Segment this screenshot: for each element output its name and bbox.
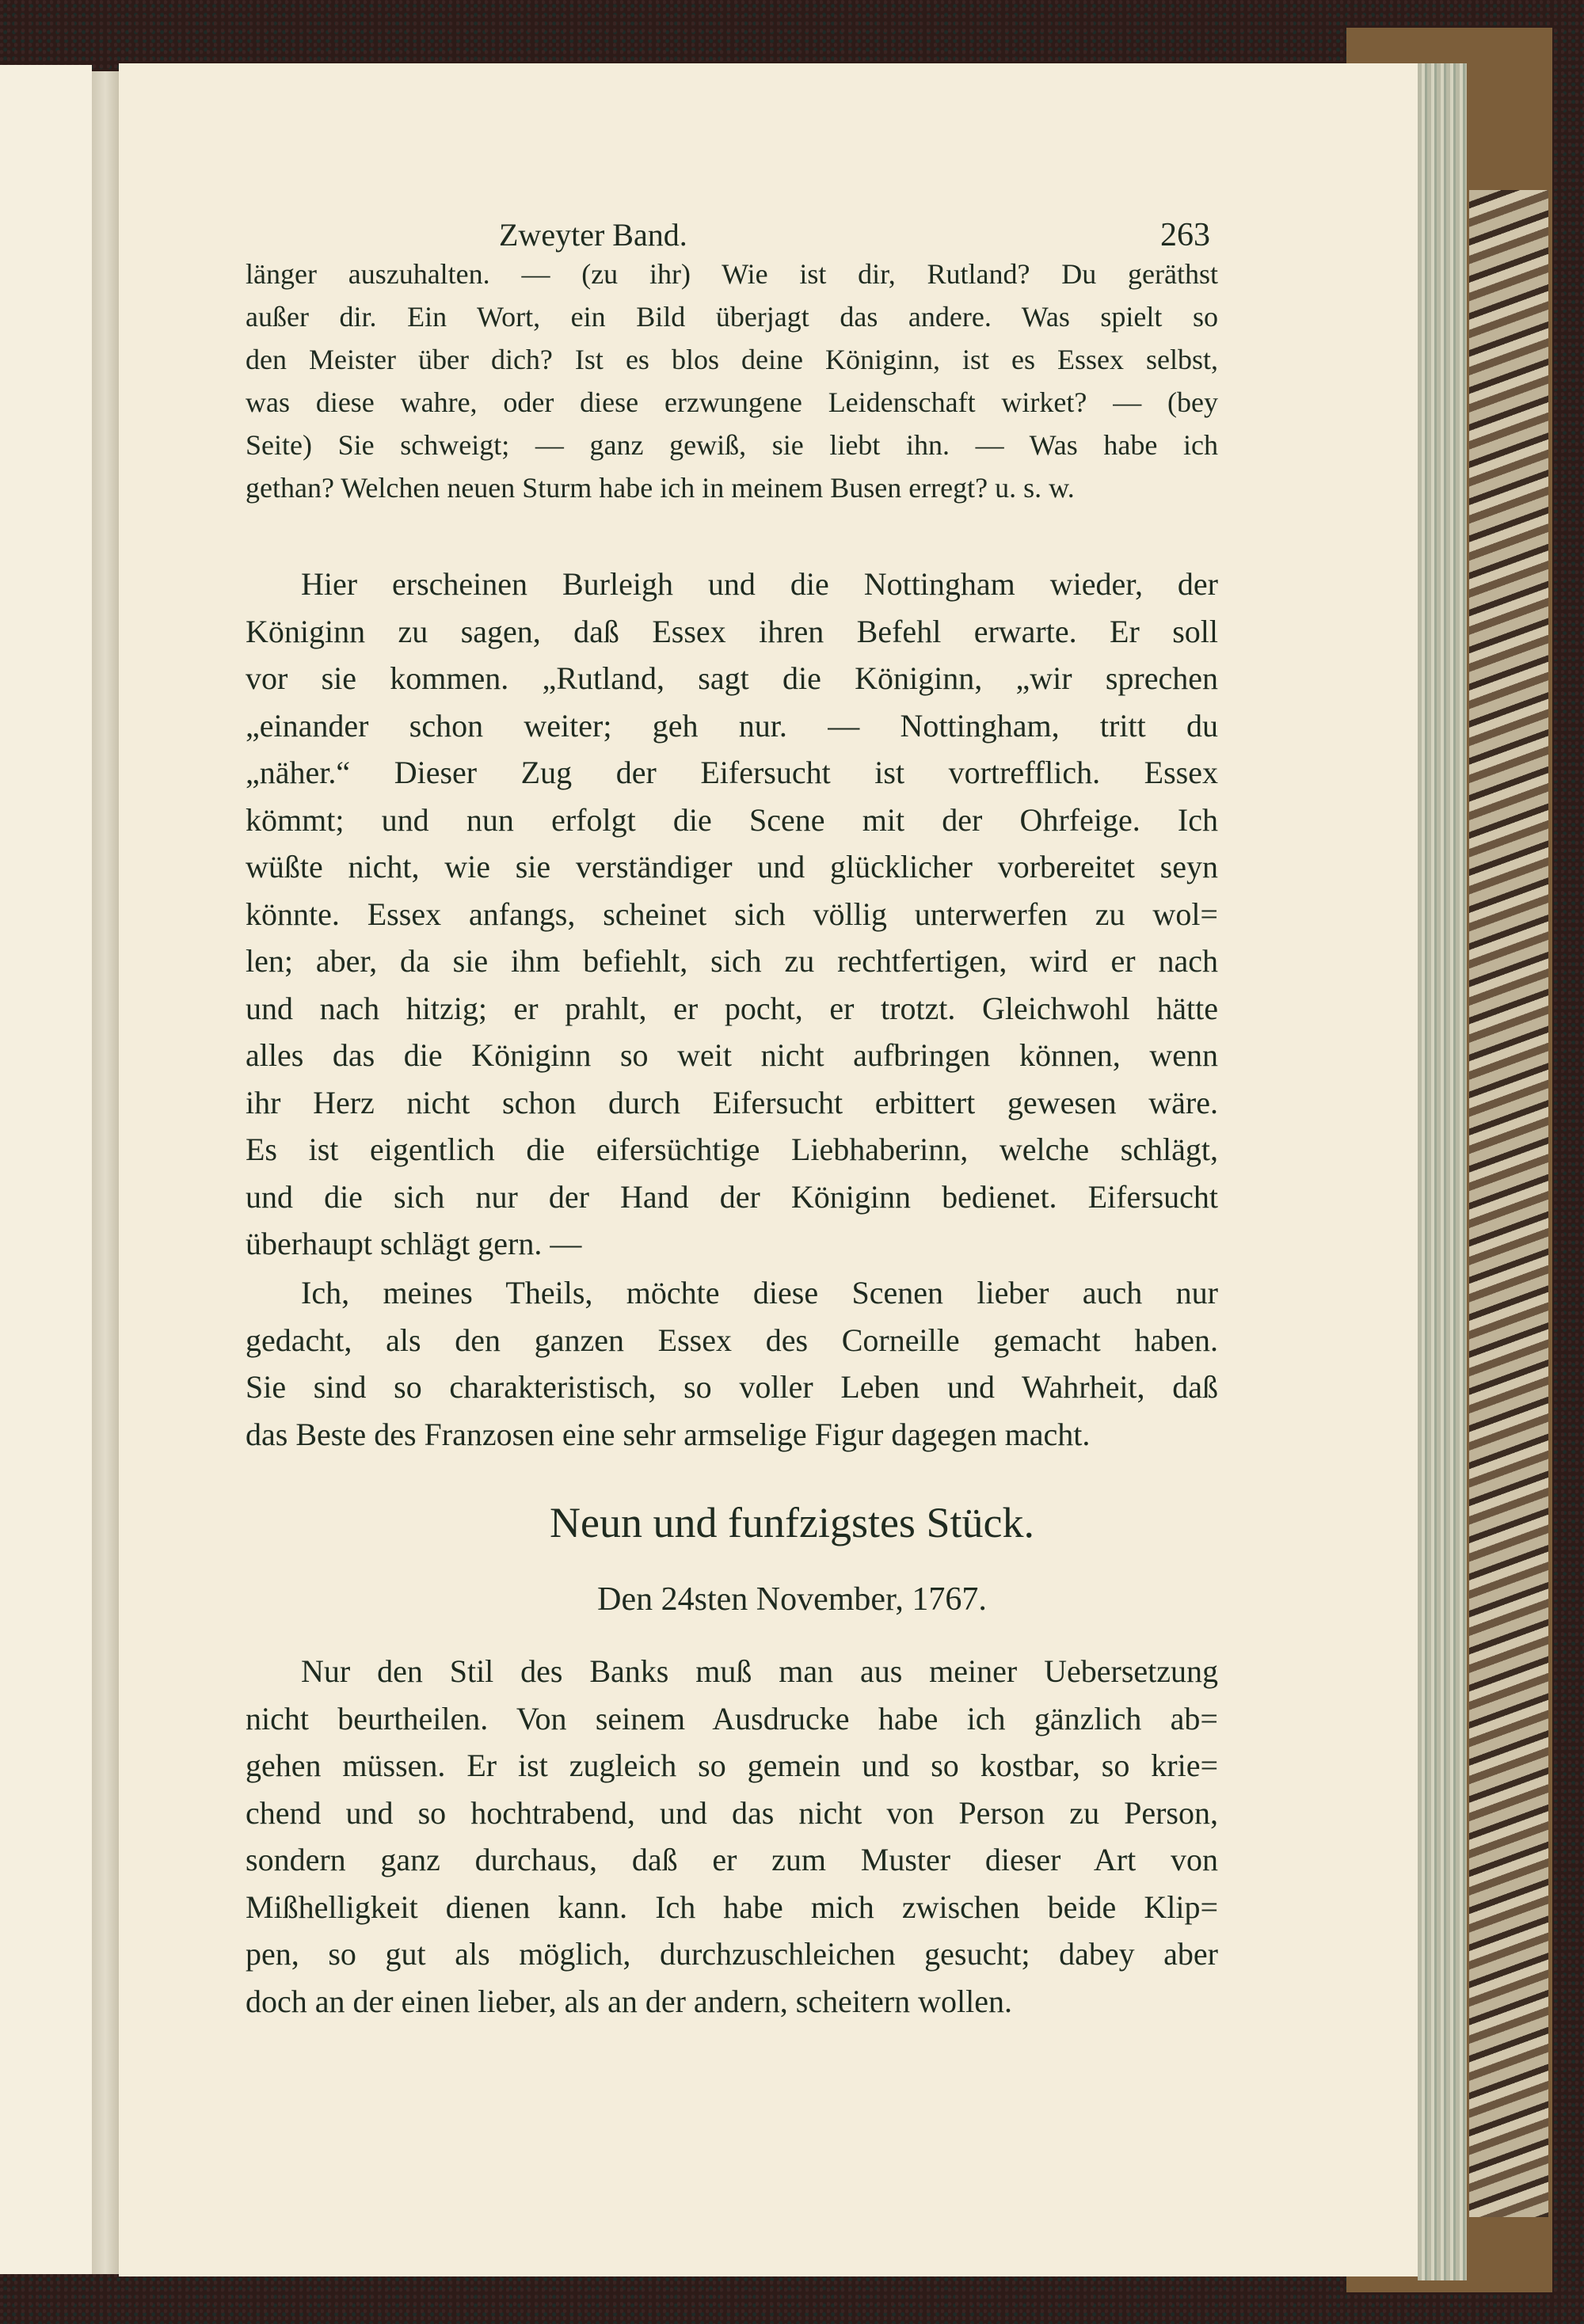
text-line: Es ist eigentlich die eifersüchtige Liebhaberinn, welche schlägt,: [246, 1132, 1218, 1167]
text-line: pen, so gut als möglich, durchzuschleichen gesucht; dabey aber: [246, 1936, 1218, 1972]
text-line: doch an der einen lieber, als an der andern, scheitern wollen.: [246, 1983, 1012, 2019]
text-line: kömmt; und nun erfolgt die Scene mit der Ohrfeige. Ich: [246, 801, 1218, 838]
text-line: sondern ganz durchaus, daß er zum Muster dieser Art von: [246, 1842, 1218, 1877]
text-line: ihr Herz nicht schon durch Eifersucht erbittert gewesen wäre.: [246, 1084, 1218, 1120]
text-line: Königinn zu sagen, daß Essex ihren Befehl erwarte. Er soll: [246, 613, 1218, 649]
section-date: Den 24sten November, 1767.: [597, 1581, 987, 1618]
text-line: „näher.“ Dieser Zug der Eifersucht ist vortrefflich. Essex: [246, 755, 1218, 790]
marbled-endpaper: [1469, 190, 1548, 2217]
text-line: Hier erscheinen Burleigh und die Nottingham wieder, der: [301, 566, 1218, 602]
page-edges: [1418, 63, 1467, 2280]
text-line: chend und so hochtrabend, und das nicht von Person zu Person,: [246, 1794, 1218, 1831]
text-line: länger auszuhalten. — (zu ihr) Wie ist dir, Rutland? Du geräthst: [246, 258, 1218, 290]
text-line: Mißhelligkeit dienen kann. Ich habe mich zwischen beide Klip=: [246, 1888, 1218, 1925]
text-line: vor sie kommen. „Rutland, sagt die Königinn, „wir sprechen: [246, 660, 1218, 696]
text-line: gedacht, als den ganzen Essex des Corneille gemacht haben.: [246, 1322, 1218, 1358]
text-line: was diese wahre, oder diese erzwungene Leidenschaft wirket? — (bey: [246, 386, 1218, 418]
text-line: nicht beurtheilen. Von seinem Ausdrucke habe ich gänzlich ab=: [246, 1700, 1218, 1736]
text-line: gethan? Welchen neuen Sturm habe ich in meinem Busen erregt? u. s. w.: [246, 472, 1075, 504]
text-line: den Meister über dich? Ist es blos deine Königinn, ist es Essex selbst,: [246, 344, 1218, 375]
text-line: alles das die Königinn so weit nicht aufbringen können, wenn: [246, 1037, 1218, 1073]
text-line: könnte. Essex anfangs, scheinet sich völlig unterwerfen zu wol=: [246, 896, 1218, 932]
running-title: Zweyter Band.: [499, 217, 687, 253]
left-page-edge: [0, 65, 92, 2274]
text-line: überhaupt schlägt gern. —: [246, 1226, 582, 1261]
text-line: und nach hitzig; er prahlt, er pocht, er trotzt. Gleichwohl hätte: [246, 990, 1218, 1026]
text-line: das Beste des Franzosen eine sehr armselige Figur dagegen macht.: [246, 1416, 1091, 1452]
page-number: 263: [1160, 217, 1210, 253]
text-line: und die sich nur der Hand der Königinn bedienet. Eifersucht: [246, 1178, 1218, 1215]
text-line: wüßte nicht, wie sie verständiger und glücklicher vorbereitet seyn: [246, 849, 1218, 884]
text-line: gehen müssen. Er ist zugleich so gemein und so kostbar, so krie=: [246, 1748, 1218, 1783]
text-line: „einander schon weiter; geh nur. — Nottingham, tritt du: [246, 707, 1218, 744]
text-line: außer dir. Ein Wort, ein Bild überjagt das andere. Was spielt so: [246, 301, 1218, 333]
book-gutter: [92, 71, 119, 2274]
text-line: Sie sind so charakteristisch, so voller Leben und Wahrheit, daß: [246, 1369, 1218, 1405]
text-line: Nur den Stil des Banks muß man aus meiner Uebersetzung: [301, 1653, 1218, 1689]
text-line: len; aber, da sie ihm befiehlt, sich zu rechtfertigen, wird er nach: [246, 943, 1218, 979]
section-heading: Neun und funfzigstes Stück.: [550, 1499, 1034, 1546]
text-line: Ich, meines Theils, möchte diese Scenen lieber auch nur: [301, 1275, 1218, 1310]
text-line: Seite) Sie schweigt; — ganz gewiß, sie liebt ihn. — Was habe ich: [246, 429, 1218, 461]
